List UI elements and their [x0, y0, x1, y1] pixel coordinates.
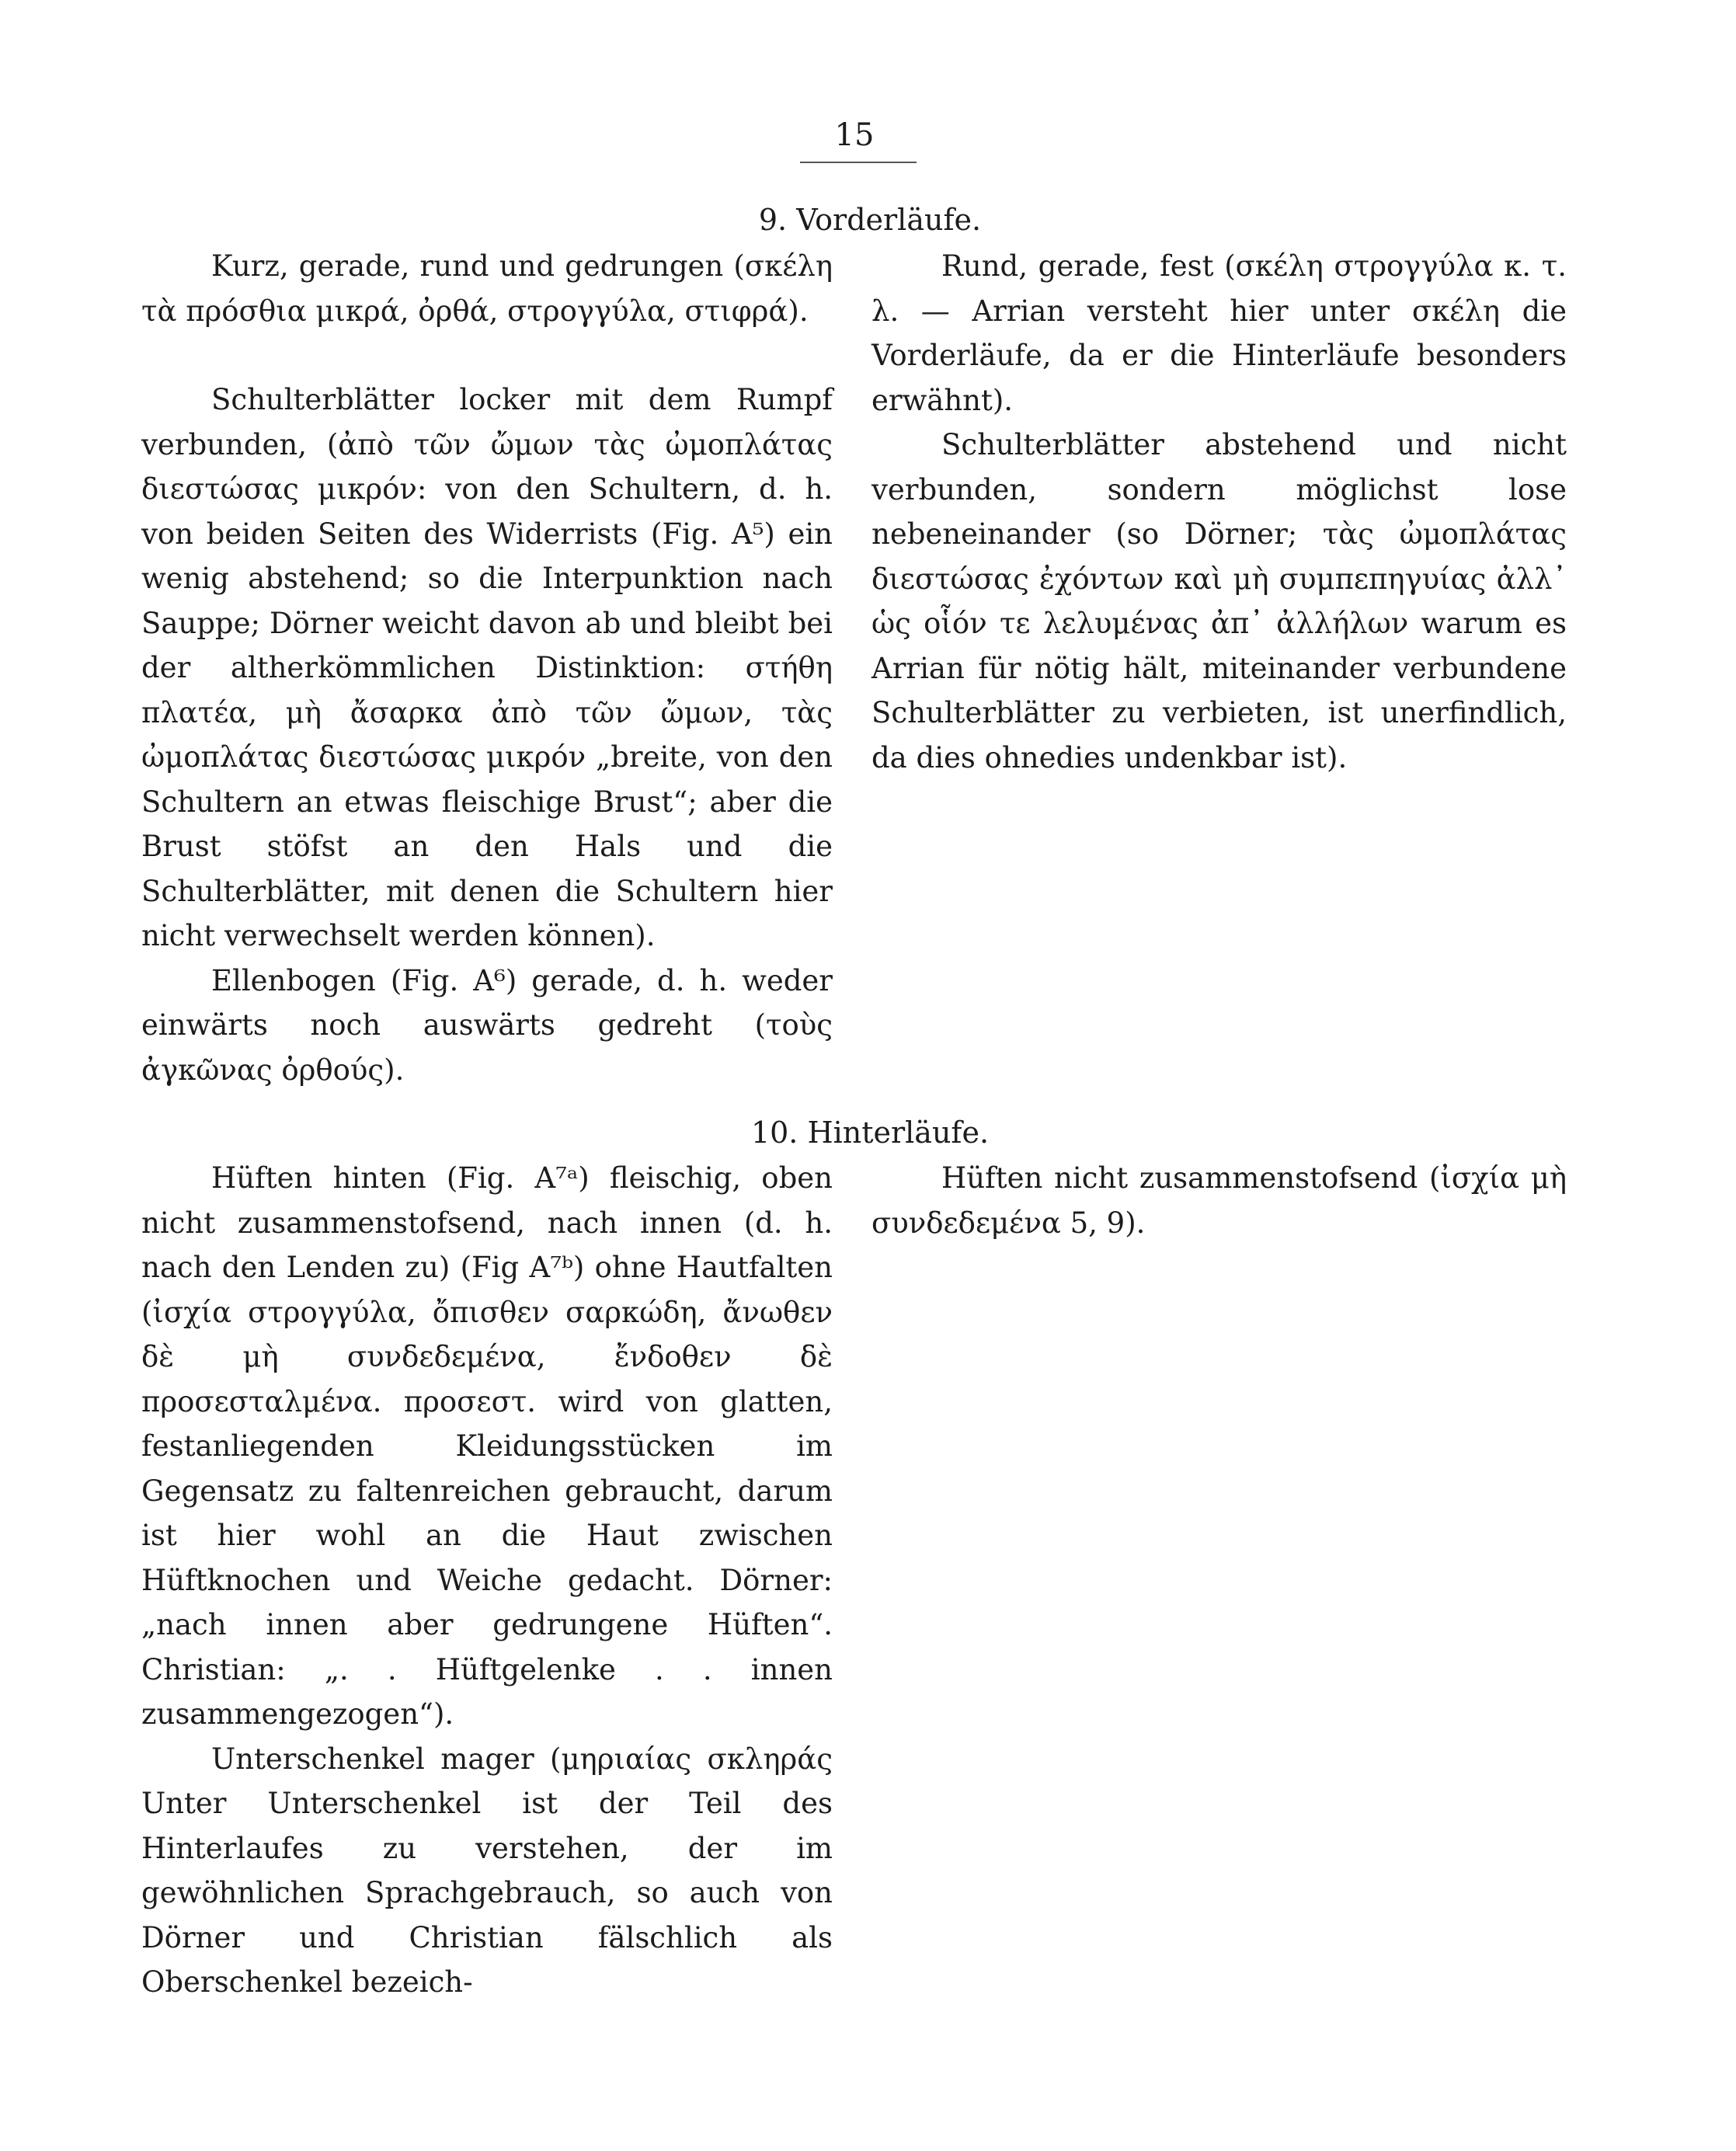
page-number-rule	[800, 162, 917, 163]
column-left-hinterlaeufe	[141, 1156, 833, 2005]
page-number: 15	[834, 117, 875, 153]
paragraph-kurz: Kurz, gerade, rund und gedrungen (σκέλη τὰ πρόσθια μικρά, ὀρθά, στρογγύλα, στιφρά).	[141, 249, 833, 328]
paragraph-schulterblaetter-locker: Schulterblätter locker mit dem Rumpf verbunden, (ἀπὸ τῶν ὤμων τὰς ὠμοπλάτας διεστώσας μικρόν: von den Schultern, d. h. von beiden Seiten des Widerrists (Fig. A⁵) ein wenig abstehend; so die Interpunktion nach Sauppe; Dörner weicht davon ab und bleibt bei der altherkömmlichen Distinktion: στήθη πλατέα, μὴ ἄσαρκα ἀπὸ τῶν ὤμων, τὰς ὠμοπλάτας διεστώσας μικρόν „breite, von den Schultern an etwas fleischige Brust“; aber die Brust stöfst an den Hals und die Schulterblätter, mit denen die Schultern hier nicht verwechselt werden können).	[141, 383, 833, 952]
paragraph-ellenbogen: Ellenbogen (Fig. A⁶) gerade, d. h. weder einwärts noch auswärts gedreht (τοὺς ἀγκῶνας ὀρθούς).	[141, 963, 833, 1087]
column-left-vorderlaeufe	[141, 244, 833, 1092]
section-heading-hinterlaeufe: 10. Hinterläufe.	[750, 1116, 990, 1150]
paragraph-rund: Rund, gerade, fest (σκέλη στρογγύλα κ. τ. λ. — Arrian versteht hier unter σκέλη die Vorderläufe, da er die Hinterläufe besonders erwähnt).	[871, 249, 1567, 417]
paragraph-unterschenkel: Unterschenkel mager (μηριαίας σκληράς Unter Unterschenkel ist der Teil des Hinterlaufes zu verstehen, der im gewöhnlichen Sprachgebrauch, so auch von Dörner und Christian fälschlich als Oberschenkel bezeich-	[141, 1742, 833, 1999]
column-right-hinterlaeufe	[871, 1156, 1567, 1245]
paragraph-schulterblaetter-abstehend: Schulterblätter abstehend und nicht verbunden, sondern möglichst lose nebeneinander (so Dörner; τὰς ὠμοπλάτας διεστώσας ἐχόντων καὶ μὴ συμπεπηγυίας ἀλλ᾽ ὡς οἷόν τε λελυμένας ἀπ᾽ ἀλλήλων warum es Arrian für nötig hält, miteinander verbundene Schulterblätter zu verbieten, ist unerfindlich, da dies ohnedies undenkbar ist).	[871, 428, 1567, 774]
paragraph-hueften-hinten: Hüften hinten (Fig. A⁷ᵃ) fleischig, oben nicht zusammenstofsend, nach innen (d. h. nach den Lenden zu) (Fig A⁷ᵇ) ohne Hautfalten (ἰσχία στρογγύλα, ὄπισθεν σαρκώδη, ἄνωθεν δὲ μὴ συνδεδεμένα, ἔνδοθεν δὲ προσεσταλμένα. προσεστ. wird von glatten, festanliegenden Kleidungsstücken im Gegensatz zu faltenreichen gebraucht, darum ist hier wohl an die Haut zwischen Hüftknochen und Weiche gedacht. Dörner: „nach innen aber gedrungene Hüften“. Christian: „. . Hüftgelenke . . innen zusammengezogen“).	[141, 1161, 833, 1731]
column-right-vorderlaeufe	[871, 244, 1567, 780]
section-heading-vorderlaeufe: 9. Vorderläufe.	[758, 203, 982, 237]
paragraph-hueften-nicht: Hüften nicht zusammenstofsend (ἰσχία μὴ συνδεδεμένα 5, 9).	[871, 1161, 1567, 1240]
